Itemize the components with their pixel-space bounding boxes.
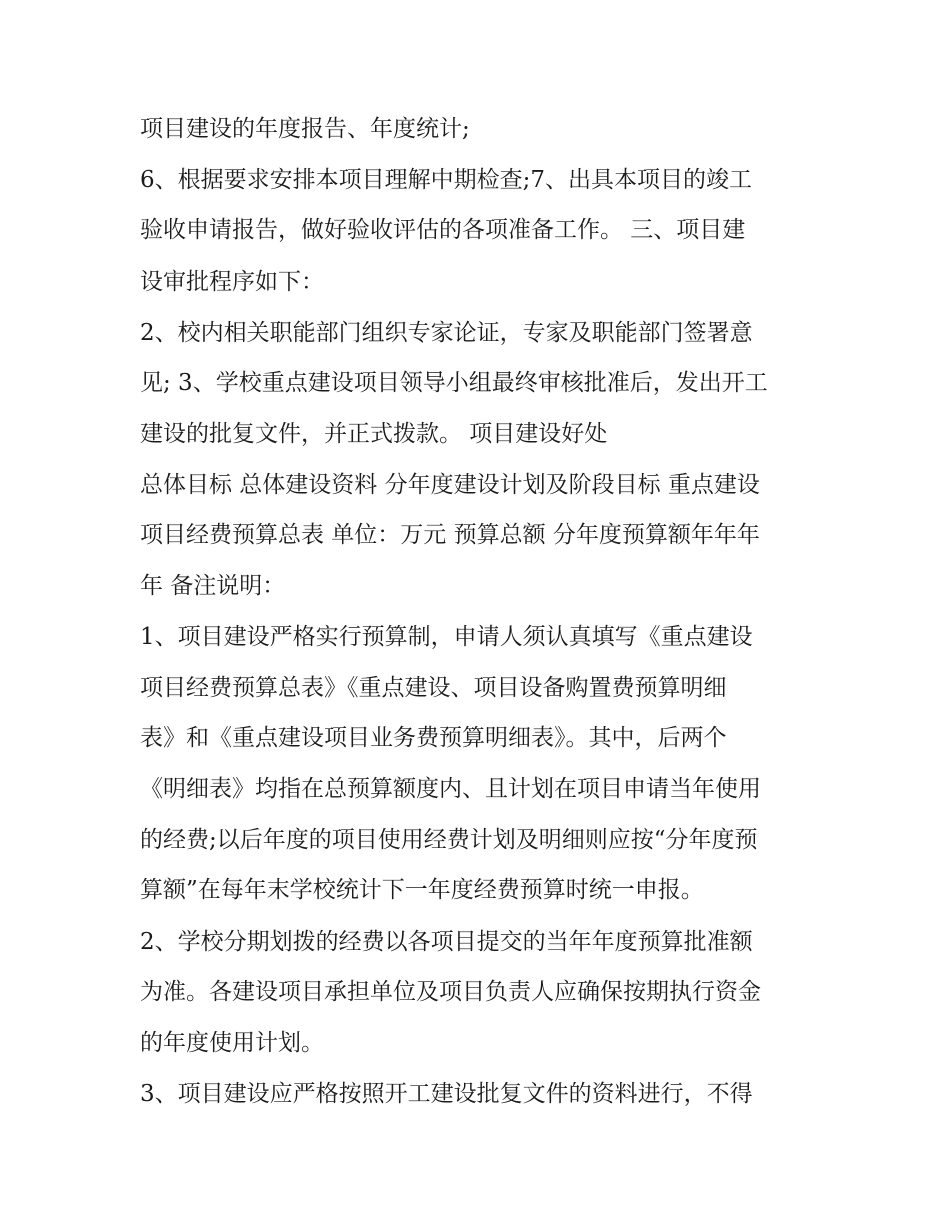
text-line: 算额”在每年末学校统计下一年度经费预算时统一申报。 (140, 877, 704, 903)
text-line: 项目经费预算总表》《重点建设、项目设备购置费预算明细 (140, 675, 727, 701)
text-line: 为准。各建设项目承担单位及项目负责人应确保按期执行资金 (140, 979, 761, 1005)
text-line: 《明细表》均指在总预算额度内、且计划在项目申请当年使用 (140, 776, 761, 802)
text-line: 项目建设的年度报告、年度统计; (140, 116, 470, 142)
text-line: 3、项目建设应严格按照开工建设批复文件的资料进行，不得 (140, 1081, 753, 1107)
text-line: 总体目标 总体建设资料 分年度建设计划及阶段目标 重点建设 (140, 472, 760, 498)
text-line: 的年度使用计划。 (140, 1030, 324, 1056)
text-line: 建设的批复文件，并正式拨款。 项目建设好处 (140, 421, 608, 447)
text-line: 6、根据要求安排本项目理解中期检查;7、出具本项目的竣工 (140, 167, 753, 193)
text-line: 2、学校分期划拨的经费以各项目提交的当年年度预算批准额 (140, 929, 753, 955)
text-line: 年 备注说明： (140, 573, 286, 599)
text-line: 设审批程序如下： (140, 269, 324, 295)
text-line: 表》和《重点建设项目业务费预算明细表》。其中，后两个 (140, 725, 727, 751)
text-line: 见; 3、学校重点建设项目领导小组最终审核批准后，发出开工 (140, 370, 768, 396)
text-line: 项目经费预算总表 单位：万元 预算总额 分年度预算额年年年 (140, 522, 760, 548)
text-line: 的经费;以后年度的项目使用经费计划及明细则应按“分年度预 (140, 827, 758, 853)
text-line: 1、项目建设严格实行预算制，申请人须认真填写《重点建设 (140, 624, 753, 650)
text-line: 验收申请报告，做好验收评估的各项准备工作。 三、项目建 (140, 217, 746, 243)
text-line: 2、校内相关职能部门组织专家论证，专家及职能部门签署意 (140, 320, 753, 346)
